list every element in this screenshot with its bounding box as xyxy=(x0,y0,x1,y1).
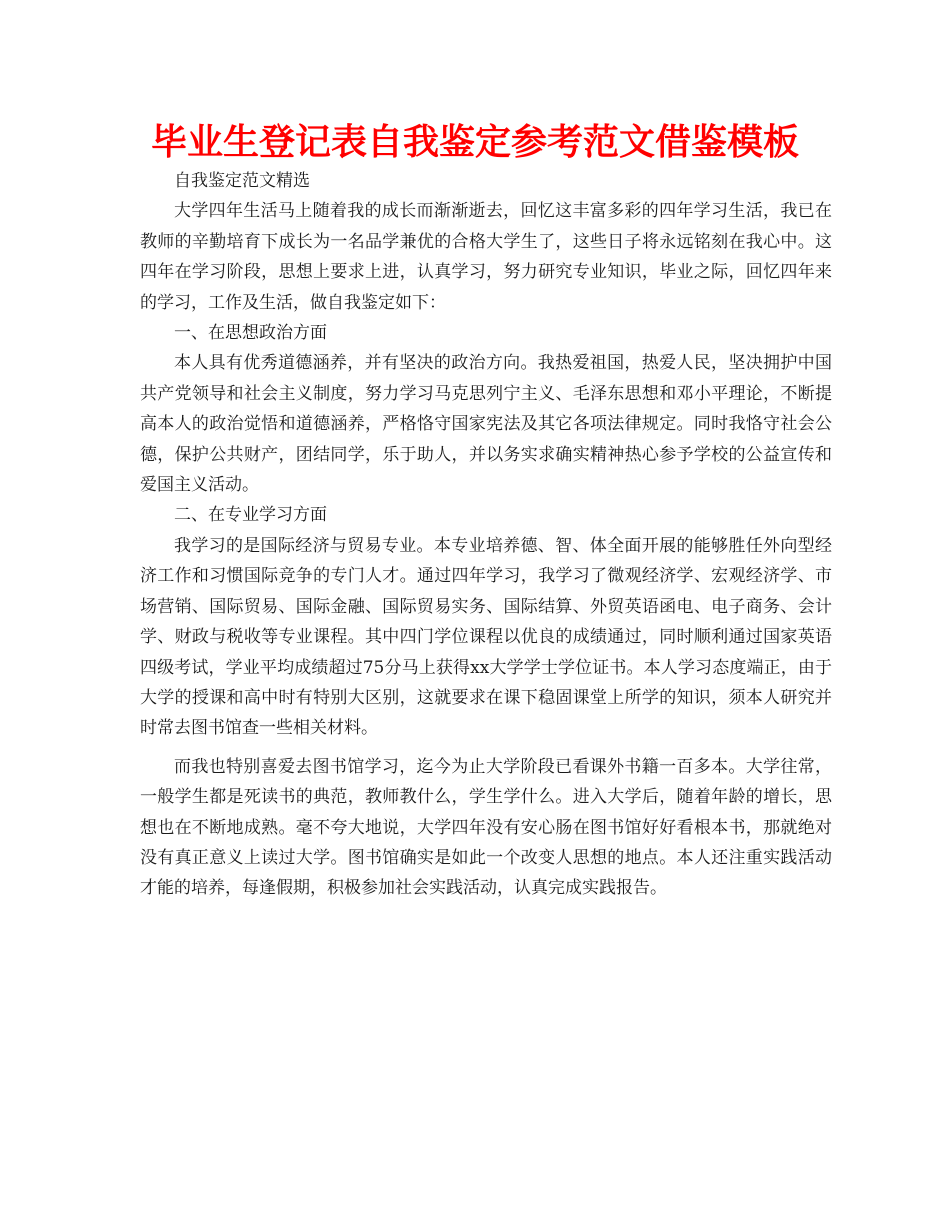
section-subtitle: 自我鉴定范文精选 xyxy=(174,171,310,191)
politics-paragraph: 本人具有优秀道德涵养，并有坚决的政治方向。我热爱祖国，热爱人民，坚决拥护中国共产党领导和社会主义制度，努力学习马克思列宁主义、毛泽东思想和邓小平理论，不断提高本人的政治觉悟和道德涵养，严格恪守国家宪法及其它各项法律规定。同时我恪守社会公德，保护公共财产，团结同学，乐于助人，并以务实求确实精神热心参予学校的公益宣传和爱国主义活动。 xyxy=(140,353,832,496)
section-heading-politics: 一、在思想政治方面 xyxy=(174,323,327,344)
document-body xyxy=(140,166,832,904)
intro-paragraph: 大学四年生活马上随着我的成长而渐渐逝去，回忆这丰富多彩的四年学习生活，我已在教师的辛勤培育下成长为一名品学兼优的合格大学生了，这些日子将永远铭刻在我心中。这四年在学习阶段，思想上要求上进，认真学习，努力研究专业知识，毕业之际，回忆四年来的学习，工作及生活，做自我鉴定如下： xyxy=(140,201,832,313)
library-paragraph: 而我也特别喜爱去图书馆学习，迄今为止大学阶段已看课外书籍一百多本。大学往常，一般学生都是死读书的典范，教师教什么，学生学什么。进入大学后，随着年龄的增长，思想也在不断地成熟。毫不夸大地说，大学四年没有安心肠在图书馆好好看根本书，那就绝对没有真正意义上读过大学。图书馆确实是如此一个改变人思想的地点。本人还注重实践活动才能的培养，每逢假期，积极参加社会实践活动，认真完成实践报告。 xyxy=(140,756,832,899)
section-heading-study: 二、在专业学习方面 xyxy=(174,505,327,526)
study-paragraph: 我学习的是国际经济与贸易专业。本专业培养德、智、体全面开展的能够胜任外向型经济工作和习惯国际竞争的专门人才。通过四年学习，我学习了微观经济学、宏观经济学、市场营销、国际贸易、国际金融、国际贸易实务、国际结算、外贸英语函电、电子商务、会计学、财政与税收等专业课程。其中四门学位课程以优良的成绩通过，同时顺利通过国家英语四级考试，学业平均成绩超过75分马上获得xx大学学士学位证书。本人学习态度端正，由于大学的授课和高中时有特别大区别，这就要求在课下稳固课堂上所学的知识，须本人研究并时常去图书馆查一些相关材料。 xyxy=(140,535,832,739)
document-title: 毕业生登记表自我鉴定参考范文借鉴模板 xyxy=(150,122,799,163)
